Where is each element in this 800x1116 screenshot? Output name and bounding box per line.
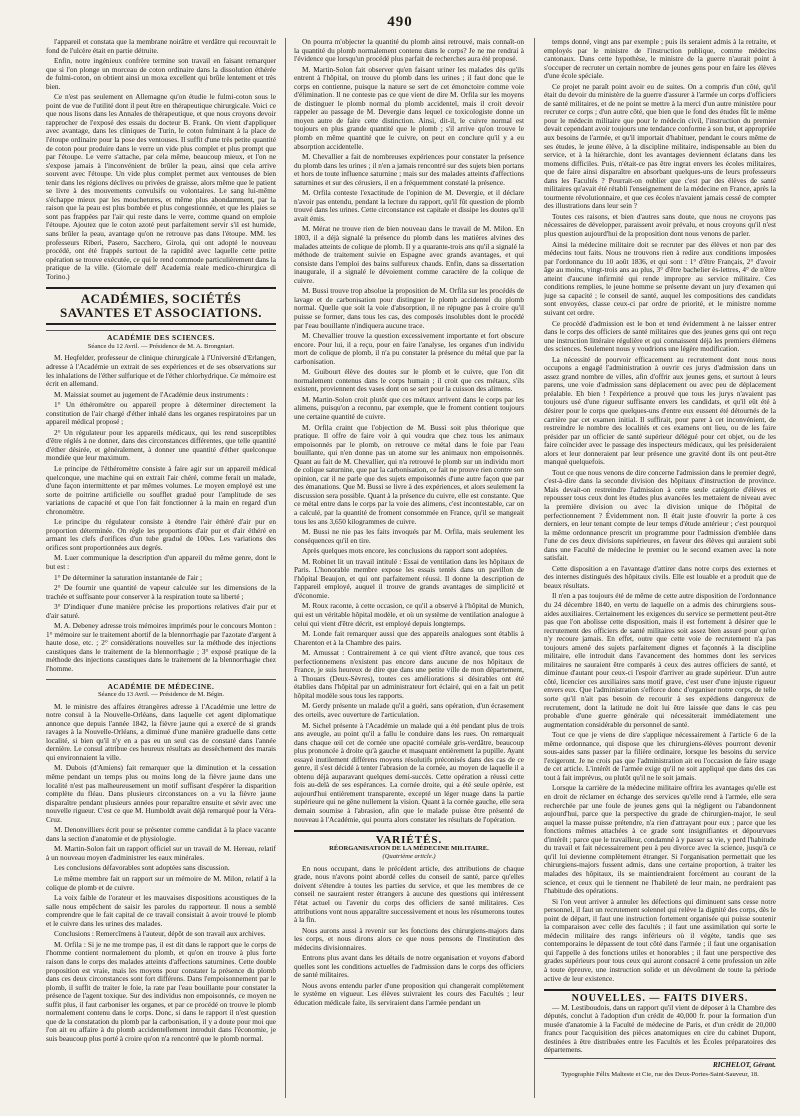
paragraph: M. Maissiat soumet au jugement de l'Académie deux instruments :: [54, 389, 249, 399]
paragraph: M. Guibourt élève des doutes sur le plomb et le cuivre, que l'on dit normalement contenus dans le corps humain ; il croit que ces métaux, s'ils existent, proviennent des vases dont on se sert pour la cuisson des alimens.: [294, 367, 524, 394]
paragraph: M. Denonvilliers écrit pour se présenter comme candidat à la place vacante dans la section d'anatomie et de physiologie.: [46, 825, 276, 843]
paragraph: M. Orfila conteste l'exactitude de l'opinion de M. Devergie, et il déclare n'avoir pas entendu, pendant la lecture du rapport, qu'il fût question de plomb trouvé dans les urines. Cette circonstance est capitale et dissipe les doutes qu'il avait émis.: [294, 188, 524, 223]
paragraph: M. Martin-Solon fait un rapport officiel sur un travail de M. Hereau, relatif à un nouveau moyen d'administrer les eaux minérales.: [46, 844, 276, 862]
paragraph: Il n'en a pas toujours été de même de cette autre disposition de l'ordonnance du 24 décembre 1840, en vertu de laquelle on a admis des chirurgiens sous-aides auxiliaires. Certainement les exigences du service se permettent peut-être pas que l'on abolisse cette disposition, mais il est fortement à désirer que le recrutement des officiers de santé militaires soit assez bien assuré pour qu'on n'y recoure jamais. En effet, outre que cette voie de recrutement n'a pas toujours amené des sujets parfaitement dignes et façonnés à la discipline militaire, elle introduit dans l'avancement des hommes dont les services militaires ne sauraient être comparés à ceux des autres officiers de santé, et diminue d'autant pour ceux-ci l'espoir d'arriver au grade supérieur. D'un autre côté, licencier ces auxiliaires sans motif grave, c'est user d'une injuste rigueur envers eux. Que l'administration s'efforce donc d'organiser notre corps, de telle sorte qu'il n'ait pas besoin de recourir à ses expédiens dangereux de recrutement, dont la latitude ne doit lui être laissée que dans le cas peu probable d'une guerre générale qui nécessiterait immédiatement une augmentation considérable du personnel de santé.: [544, 591, 776, 729]
sciences-body: [46, 354, 276, 673]
paragraph: l'appareil et constata que la membrane noirâtre et verdâtre qui recouvrait le fond de l'ulcère était en partie détruite.: [46, 38, 276, 55]
paragraph: On pourra m'objecter la quantité du plomb ainsi retrouvé, mais connaît-on la quantité du plomb normalement contenu dans le corps? Je ne me rendrai à l'évidence que lorsqu'un procédé plus parfait de recherches aura été proposé.: [294, 38, 524, 64]
col1-intro: [46, 38, 276, 281]
paragraph: M. le ministre des affaires étrangères adresse à l'Académie une lettre de notre consul à la Nouvelle-Orléans, dans laquelle cet agent diplomatique annonce que depuis l'année 1842, la fièvre jaune qui a exercé de si grands ravages à la Nouvelle-Orléans, a diminué d'une manière graduelle dans cette localité, si bien qu'il n'y en a pas eu un seul cas de constaté dans l'année dernière. Le consul attribue ces heureux résultats au dessèchement des marais qui environnaient la ville.: [46, 701, 276, 762]
paragraph: 1° De déterminer la saturation instantanée de l'air ;: [54, 572, 203, 582]
paragraph: M. Dubois (d'Amiens) fait remarquer que la diminution et la cessation même pendant un temps plus ou moins long de la fièvre jaune dans une localité n'est pas malheureusement un motif suffisant d'espérer la disparition complète du fléau. Dans plusieurs circonstances on a vu la fièvre jaune disparaître pendant plusieurs années pour reparaître ensuite et sévir avec une nouvelle rigueur. C'est ce que M. Humboldt avait déjà remarqué pour la Véra-Cruz.: [46, 763, 276, 824]
paragraph: Le principe de l'éthéromètre consiste à faire agir sur un appareil médical quelconque, une machine qui en extrait l'air chéré, comme ferait un malade, d'une façon intermittente et par mêmes volumes. Le moyen employé est une sorte de poitrine artificielle ou soufflet gradué pour l'amplitude de ses variations de capacité et que l'on fait fonctionner à la main en regard d'un chronomètre.: [46, 463, 276, 516]
col3-body: [544, 38, 776, 983]
column-1: [46, 38, 276, 1098]
paragraph: La voix faible de l'orateur et les mauvaises dispositions acoustiques de la salle nous empêchent de saisir les paroles du rapporteur. Il nous a semblé comprendre que le fait capital de ce travail consistait à avoir trouvé le plomb et le cuivre dans les urines des malades.: [46, 893, 276, 928]
page-number: 490: [387, 14, 413, 30]
paragraph: M. Martin-Solon fait observer qu'en faisant uriner les malades dès qu'ils entrent à l'hôpital, on trouve du plomb dans les urines ; il faut donc que le corps en contienne, puisque la nature se sert de cet émonctoire comme voie d'élimination. Il ne conteste pas ce que vient de dire M. Orfila sur les moyens de distinguer le plomb normal du plomb accidentel, mais il croit devoir rappeler au passage de M. Devergie dans lequel ce toxicologiste donne un moyen autre de faire cette distinction. Ainsi, dit-il, le cuivre normal est toujours en plus grande quantité que le plomb ; s'il arrive qu'on trouve le plomb en même quantité que le cuivre, on peut en conclure qu'il y a eu absorption accidentelle.: [294, 64, 524, 151]
paragraph: M. Heqfelder, professeur de clinique chirurgicale à l'Université d'Erlangen, adresse à l'Académie un extrait de ses expériences et de ses observations sur les inhalations de l'éther sulfurique et de l'éther chlorhydrique. Ce mémoire est écrit en allemand.: [46, 353, 276, 389]
paragraph: Entrons plus avant dans les détails de notre organisation et voyons d'abord quelles sont les conditions actuelles de l'admission dans le corps des officiers de santé militaires.: [294, 953, 524, 980]
paragraph: M. Amussat : Contrairement à ce qui vient d'être avancé, que tous ces perfectionnemens n'existent pas encore dans aucune de nos hôpitaux de France, je suis heureux de dire que dans une petite ville de mon département, à Thouars (Deux-Sèvres), toutes ces améliorations si désirables ont été établies dans l'hôpital par un administrateur fort éclairé, qui en a fait un petit hôpital modèle sous tous les rapports.: [294, 648, 524, 700]
paragraph: M. Luer communique la description d'un appareil du même genre, dont le but est :: [46, 553, 276, 571]
paragraph: Tout ce que je viens de dire s'applique nécessairement à l'article 6 de la même ordonnance, qui dispose que les chirurgiens-élèves pourront devenir sous-aides sans passer par la filière ordinaire, lorsque les besoins du service l'exigeront. Je ne crois pas que l'administration ait eu l'occasion de faire usage de cet article. L'intérêt de l'armée exige qu'il ne soit appliqué que dans des cas tout à fait imprévus, ou plutôt qu'il ne le soit jamais.: [544, 730, 776, 782]
paragraph: Cette disposition a en l'avantage d'attirer dans notre corps des externes et des internes distingués des hôpitaux civils. Elle est louable et a produit que de beaux résultats.: [544, 563, 776, 590]
paragraph: 3° D'indiquer d'une manière précise les proportions relatives d'air pur et d'air saturé.: [46, 602, 276, 620]
paragraph: M. Robinet lit un travail intitulé : Essai de ventilation dans les hôpitaux de Paris. L'honorable membre expose les essais tentés dans un pavillon de l'hôpital Beaujon, et qui ont parfaitement réussi. Il donne la description de l'appareil employé, auquel il trouve de grands avantages de simplicité et d'économie.: [294, 556, 524, 600]
paragraph: Toutes ces raisons, et bien d'autres sans doute, que nous ne croyons pas nécessaires de développer, paraissent avoir prévalu, et nous croyons qu'il n'est plus question aujourd'hui de la proposition dont nous venons de parler.: [544, 211, 776, 239]
paragraph: M. Bussi trouve trop absolue la proposition de M. Orfila sur les procédés de lavage et de carbonisation pour distinguer le plomb accidentel du plomb normal. Quelle que soit la voie d'absorption, il ne répugne pas à croire qu'il puisse se former, dans tous les cas, des composés insolubles dont le procédé par l'eau bouillante n'indiquera aucune trace.: [294, 286, 524, 330]
column-2: [294, 38, 524, 1098]
nouvelles-heading: NOUVELLES. — FAITS DIVERS.: [544, 989, 776, 1004]
paragraph: M. Chevallier trouve la question excessivement importante et fort obscure encore. Pour lui, il a reçu, pour en faire l'analyse, les organes d'un individu mort de colique de plomb, il n'a pu constater la présence du métal que par la carbonisation.: [294, 331, 524, 366]
column-3: [544, 38, 776, 1098]
paragraph: Le même membre fait un rapport sur un mémoire de M. Milon, relatif à la colique de plomb et de cuivre.: [46, 874, 276, 892]
nouvelles-paragraph: — M. Lestiboudois, dans un rapport qu'il vient de déposer à la Chambre des députés, conclut à l'adoption d'un crédit de 40,000 fr. pour la formation d'un musée d'anatomie à la Faculté de médecine de Paris, et d'un crédit de 20,000 francs pour l'acquisition des pièces anatomiques en cire du cabinet Dupont, destinées à être distribuées entre les Facultés et les Écoles préparatoires des départemens.: [544, 1002, 776, 1055]
paragraph: M. Bussi ne nie pas les faits invoqués par M. Orfila, mais seulement les conséquences qu'il en tire.: [294, 527, 524, 545]
paragraph: Ce projet ne paraît point avoir eu de suites. On a compris d'un côté, qu'il était du devoir du ministère de la guerre d'assurer à l'armée un corps d'officiers de santé militaires, et de ne point se mettre à la merci d'un autre ministère pour recruter ce corps ; d'un autre côté, que bien que le fond des études fût le même pour le médecin militaire que pour le médecin civil, l'instruction du premier devait cependant avoir toujours une tendance conforme à son but, et appropriée aux besoins de l'armée, et qu'il importait d'habituer, pendant le cours même de ses études, le jeune élève, à la discipline militaire, indispensable au bien du service, et à la hiérarchie, dont les avantages deviennent éclatans dans les momens difficiles. Puis, n'était-ce pas être ingrat envers les écoles militaires, que de faire ainsi disparaître en absorbant quelques-uns de leurs professeurs dans les Facultés ? Pourrait-on oublier que c'est par des élèves de santé militaires qu'avait été rétabli l'enseignement de la médecine en France, après la tourmente révolutionnaire, et que ces écoles n'avaient jamais cessé de compter des illustrations dans leur sein ?: [544, 81, 776, 211]
paragraph: Conclusions : Remercîmens à l'auteur, dépôt de son travail aux archives.: [54, 929, 266, 939]
paragraph: 2° Un régulateur pour les appareils médicaux, qui les rend susceptibles d'être réglés à ne donner, dans des circonstances différentes, que telle quantité d'éther désirée, et généralement, à donner une quantité d'éther quelconque mondiée que leur maximum.: [46, 427, 276, 463]
paragraph: Tout ce que nous venons de dire concerne l'admission dans le premier degré, c'est-à-dire dans la seconde division des hôpitaux d'instruction de province. Mais devait-on restreindre l'admission à cette seule catégorie d'élèves et repousser tous ceux dont les études plus avancées les mettaient de niveau avec la première division ou avec la division unique de l'hôpital de perfectionnement ? Évidemment non. Il était juste d'ouvrir la porte à ces derniers, en leur tenant compte de leur temps d'étude antérieur ; c'est pourquoi la même ordonnance prescrit un programme pour l'admission d'emblée dans l'une de ces deux divisions supérieures, en faveur des élèves qui auraient subi dans une Faculté de médecine le premier ou le second examen avec la note satisfait.: [544, 467, 776, 563]
paragraph: M. A. Debeney adresse trois mémoires imprimés pour le concours Monton : 1° mémoire sur le traitement abortif de la blennorrhagie par l'azotate d'argent à haute dose, etc. ; 2° considérations nouvelles sur la méthode des injections caustiques dans le traitement de la blennorrhagie ; 3° exposé pratique de la méthode des injections caustiques dans le traitement de la blennorrhagie chez l'homme.: [46, 621, 276, 673]
paragraph: La nécessité de pourvoir efficacement au recrutement dont nous nous occupons a engagé l'administration à ouvrir ces jurys d'admission dans un assez grand nombre de villes, afin d'offrir aux jeunes gens, et surtout à leurs parens, une voie d'admission sans déplacement ou avec peu de déplacement préalable. Eh bien ! l'expérience a prouvé que tous les jurys n'avaient pas toujours usé d'une rigueur suffisante envers les candidats, et qu'il eût été à désirer pour le corps que quelques-uns d'entre eux eussent été détournés de la carrière par cet examen initial. Il suffirait, pour parer à cet inconvénient, de restreindre le nombre des localités et ces examens ont lieu, ou de les faire présider par un officier de santé supérieur délégué pour cet objet, ou de les faire coïncider avec le passage des inspecteurs médicaux, qui les présideraient alors et leur donneraient par leur présence une gravité dont ils ont peut-être manqué quelquefois.: [544, 354, 776, 467]
paragraph: M. Martin-Solon croit plutôt que ces métaux arrivent dans le corps par les alimens, puisqu'on a reconnu, par exemple, que le froment contient toujours une certaine quantité de cuivre.: [294, 394, 524, 421]
academies-heading: ACADÉMIES, SOCIÉTÉS SAVANTES ET ASSOCIATIONS.: [46, 287, 276, 325]
medecine-seance: Séance du 13 Avril. — Présidence de M. Bégin.: [97, 691, 225, 699]
paragraph: M. Londe fait remarquer aussi que des appareils analogues sont établis à Charenton et à la Chambre des pairs.: [294, 629, 524, 647]
medecine-body: [46, 703, 276, 1044]
paragraph: Le principe du régulateur consiste à étendre l'air éthéré d'air pur en proportion déterminée. On règle les proportions d'air pur et d'air éthéré en armant les clefs d'orifices d'un tube gradué de 100es. Les variations des orifices sont proportionnées aux degrés.: [46, 517, 276, 552]
varietes-body: [294, 865, 524, 1008]
sciences-seance: Séance du 12 Avril. — Présidence de M. A. Brongniart.: [87, 342, 235, 350]
paragraph: Nous avons entendu parler d'une proposition qui changerait complètement le système en vigueur. Les élèves suivraient les cours des Facultés ; leur éducation médicale faite, ils serviraient dans l'armée pendant un: [294, 980, 524, 1007]
paragraph: M. Mérat ne trouve rien de bien nouveau dans le travail de M. Milon. En 1803, il a déjà signalé la présence du plomb dans les matières alvines des malades atteints de colique de plomb. Il y a quarante-trois ans qu'il a signalé la méthode de traitement suivie en Espagne avec grands avantages, et qui consiste dans l'emploi des bains sulfureux chauds. Enfin, dans sa dissertation inaugurale, il a signalé le dévoiement comme caractère de la colique de cuivre.: [294, 224, 524, 285]
paragraph: 2° De fournir une quantité de vapeur calculée sur les dimensions de la trachée et suffisante pour conserver à la respiration toute sa liberté ;: [46, 583, 276, 601]
column-rule-left: [285, 38, 286, 1098]
paragraph: M. Orfila : Si je ne me trompe pas, il est dit dans le rapport que le corps de l'homme contient normalement du plomb, et qu'on en trouve à plus forte raison dans le corps des malades atteints d'affections saturnines. Cette double proposition est vraie, mais les moyens pour constater la présence du plomb dans ces deux circonstances sont fort différens. Dans l'empoisonnement par le plomb, il suffit de traiter le foie, la rate par l'eau bouillante pour constater la présence de l'agent toxique. Sur des individus non empoisonnés, ce moyen ne suffit plus, il faut carboniser les organes, et par ce procédé on trouve le plomb normalement contenu dans le corps. Donc, si dans le rapport il n'est question que de la constatation du plomb par la carbonisation, il y a doute pour moi que l'on ait eu affaire à du plomb accidentellement introduit dans l'économie, je suis beaucoup plus porté à croire qu'on n'a rencontré que le plomb normal.: [46, 939, 276, 1043]
paragraph: M. Chevallier a fait de nombreuses expériences pour constater la présence du plomb dans les urines ; il n'en a jamais rencontré sur des sujets bien portans et hors de toute influence saturnine ; mais sur des malades atteints d'affections saturnines et sur des cérusiers, il en a fréquemment constaté la présence.: [294, 152, 524, 187]
paragraph: Après quelques mots encore, les conclusions du rapport sont adoptées.: [302, 546, 508, 556]
printer-imprint: Typographie Félix Malteste et Cie, rue des Deux-Portes-Saint-Sauveur, 18.: [561, 1071, 759, 1079]
varietes-heading: VARIÉTÉS.: [294, 830, 524, 845]
paragraph: M. Sichel présente à l'Académie un malade qui a été pendant plus de trois ans aveugle, au point qu'il a fallu le conduire dans les rues. On remarquait dans chaque œil cet de cornée une opacité cornéale gris-verdâtre, beaucoup plus prononcée à droite qu'à gauche et masquant entièrement la pupille. Ayant essayé inutilement différens moyens résolutifs préconisés dans des cas de ce genre, il s'est décidé à tenter l'abrasion de la cornée, au moyen de laquelle il a obtenu déjà auparavant quelques demi-succès. Cette opération a réussi cette fois au-delà de ses espérances. La cornée droite, qui a été seule opérée, est aujourd'hui entièrement transparente, excepté un léger nuage dans la partie supérieure qui ne gêne nullement la vision. Quant à la cornée gauche, elle sera demain soumise à l'abrasion, afin que le malade puisse être présenté de nouveau à l'Académie, qui pourra alors constater les résultats de l'opération.: [294, 720, 524, 824]
paragraph: M. Gerdy présente un malade qu'il a guéri, sans opération, d'un écrasement des orteils, avec ouverture de l'articulation.: [294, 701, 524, 720]
paragraph: Si l'on veut arriver à annuler les défections qui diminuent sans cesse notre personnel, il faut un recrutement solennel qui relève la dignité des corps, dès le point de départ, il faut une instruction fortement organisée qui puisse soutenir la comparaison avec celle des facultés ; il faut une assimilation qui sorte le médecin militaire des rangs inférieurs où il végète, tandis que ses contemporains le dépassent de tout côté dans l'armée ; il faut une organisation qui l'appelle à des fonctions utiles et honorables ; il faut une perspective des grades supérieurs pour tous ceux qui auront consacré à cette profession un zèle à toute épreuve, une instruction solide et un dévoûment de toute la période active de leur existence.: [544, 896, 776, 983]
varietes-subheading: RÉORGANISATION DE LA MÉDECINE MILITAIRE.: [329, 844, 489, 852]
paragraph: M. Orfila craint que l'objection de M. Bussi soit plus théorique que pratique. Il offre de faire voir à qui voudra que chez tous les animaux empoisonnés par le plomb, on retrouve ce métal dans le foie par l'eau bouillante, qui n'en donne pas un atome sur les animaux non empoisonnés. Quant au fait de M. Chevallier, qui n'a retrouvé le plomb sur un individu mort de colique saturnine, que par la carbonisation, ce fait ne prouve rien contre son opinion, car il ne parle que des sujets empoisonnés d'une autre façon que par des émanations. Que M. Bussi se livre à des expériences, et alors seulement la discussion sera possible. Quant à la présence du cuivre, elle est constante. Que ce métal entre dans le corps par la voie des alimens, c'est incontestable, car on a calculé, par la quantité de froment consommée en France, qu'il se mangeait tous les ans 3,650 kilogrammes de cuivre.: [294, 422, 524, 526]
paragraph: M. Roux raconte, à cette occasion, ce qu'il a observé à l'hôpital de Munich, qui est un véritable hôpital modèle, et où un système de ventilation analogue à celui qui vient d'être décrit, est employé depuis longtemps.: [294, 601, 524, 628]
col2-body: [294, 38, 524, 824]
paragraph: Ce n'est pas seulement en Allemagne qu'on étudie le fulmi-coton sous le point de vue de l'utilité dont il peut être en thérapeutique chirurgicale. Voici ce que nous lisons dans les Annales de thérapeutique, et que nous croyons devoir rapprocher de l'exposé des essais du docteur B. Frank. On vient d'appliquer avec avantage, dans les cliniques de Turin, le coton fulminant à la place de l'étoupe ordinaire pour la pose des ventouses. Il suffit d'une très petite quantité de coton pour produire dans le verre un vide plus complet et plus prompt que par l'étoupe. Le verre s'attache, par cela même, beaucoup mieux, et l'on ne s'expose jamais à l'inconvénient de brûler la peau, ainsi que cela arrive souvent avec l'étoupe. Un vide plus complet permet aux ventouses de bien tenir dans les régions déclives ou privées de graisse, alors même que le patient se livre à des mouvements convulsifs ou volontaires. Le sang lui-même s'échappe mieux par les mouchetures, et même plus abondamment, par la raison que la peau est plus bombée et plus congestionnée, et que les plaies se sont pas frappées par l'air qui reste dans le verre, comme quand on emploie l'étoupe. Ajoutez que le coton azoté peut parfaitement servir s'il est humide, sans brûler la peau, avantage qu'on ne retrouve pas dans l'étoupe. MM. les professeurs Riberi, Pasero, Sacchero, Girola, qui ont adopté le nouveau procédé, ont été frappés surtout de la rapidité avec laquelle cette petite opération se trouve exécutée, ce qui le rend commode particulièrement dans la pratique de la ville. (Giornale dell' Academia reale medico-chirurgica di Torino.): [46, 92, 276, 281]
column-rule-right: [534, 38, 535, 1098]
paragraph: Ainsi la médecine militaire doit se recruter par des élèves et non par des médecins tout faits. Nous ne trouvons rien à redire aux conditions imposées par l'ordonnance du 10 août 1836, et qui sont : 1° d'être Français, 2° d'avoir âge au moins, vingt-trois ans au plus, 3° d'être bachelier ès-lettres, 4° de n'être atteint d'aucune infirmité qui rende impropre au service militaire. Ces conditions remplies, le jeune homme se présente devant un jury d'examen qui juge sa capacité ; le conseil de santé, auquel les compositions des candidats sont envoyées, classe ceux-ci par ordre de priorité, et le ministre nomme suivant cet ordre.: [544, 239, 776, 317]
paragraph: En nous occupant, dans le précédent article, des attributions de chaque grade, nous n'avons point abordé celles du conseil de santé, parce qu'elles doivent s'étendre à toutes les parties du service, et que les membres de ce conseil ne sauraient rester étrangers à aucune des questions qui intéressent l'état actuel ou l'avenir du corps des officiers de santé militaires. Ces attributions vont nous apparaître successivement et nous les résumerons toutes à la fin.: [294, 863, 524, 925]
paragraph: Lorsque la carrière de la médecine militaire offrira les avantages qu'elle est en droit de réclamer en échange des services qu'elle rend à l'armée, elle sera recherchée par une foule de jeunes gens qui la négligent ou l'abandonnent aujourd'hui, parce que la perspective du grade de chirurgien-major, le seul auquel la masse puisse prétendre, n'a rien d'attrayant pour eux ; parce que les fonctions mêmes attachées à ce grade sont insignifiantes et dépourvues d'intérêt ; parce que le travailleur, condamné à y passer sa vie, y perd l'habitude du travail et fait nécessairement peu à peu divorce avec la science, jusqu'à ce qu'il lui devienne complètement étranger. Si l'organisation permettait que les chirurgiens-majors fussent admis, dans une certaine proportion, à traiter les malades des hôpitaux, ils se maintiendraient forcément au courant de la science, et ceux qui le tiennent ne l'habileté de leur main, ne perdraient pas l'habitude des opérations.: [544, 783, 776, 896]
paragraph: temps donné, vingt ans par exemple ; puis ils seraient admis à la retraite, et employés par le ministre de l'instruction publique, comme médecins cantonaux. Dans cette hypothèse, le ministre de la guerre n'aurait point à s'occuper de recruter un certain nombre de jeunes gens pour en faire les élèves d'une école spéciale.: [544, 38, 776, 81]
paragraph: Ce procédé d'admission est le bon et tend évidemment à ne laisser entrer dans le corps des officiers de santé militaires que des jeunes gens qui ont reçu une instruction littéraire régulière et qui connaissent déjà les premiers élémens des sciences. Seulement nous y voudrions une légère modification.: [544, 318, 776, 354]
paragraph: Enfin, notre ingénieux confrère termine son travail en faisant remarquer que si l'on plonge un morceau de coton ordinaire dans la dissolution éthérée de fulmi-coton, on obtient ainsi un moxa excellent qui brûle lentement et très bien.: [46, 56, 276, 91]
paragraph: Les conclusions défavorables sont adoptées sans discussion.: [54, 863, 230, 873]
sciences-heading: ACADÉMIE DES SCIENCES.: [46, 330, 276, 343]
gerant-signature: RICHELOT, Gérant.: [544, 1058, 776, 1070]
varietes-note: (Quatrième article.): [382, 853, 436, 861]
paragraph: Nous aurons aussi à revenir sur les fonctions des chirurgiens-majors dans les corps, et nous dirons alors ce que nous pensons de l'institution des médecins divisionnaires.: [294, 925, 524, 952]
paragraph: 1° Un éthéromètre ou appareil propre à déterminer directement la constitution de l'air chargé d'éther inhalé dans les organes respiratoires par un appareil médical proposé ;: [46, 400, 276, 427]
medecine-heading: ACADÉMIE DE MÉDECINE.: [46, 679, 276, 692]
